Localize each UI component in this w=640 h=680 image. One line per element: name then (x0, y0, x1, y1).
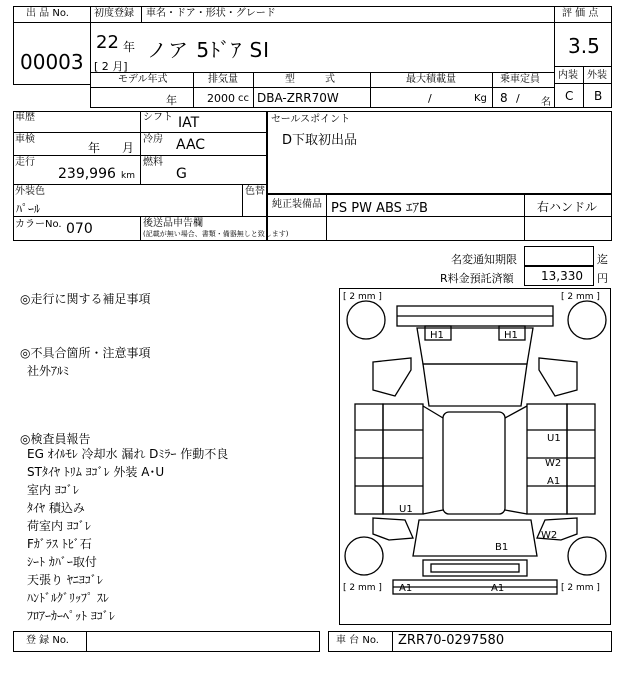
max-load-unit: Kg (474, 93, 487, 104)
max-load-slash: / (428, 92, 432, 105)
model-year-unit: 年 (166, 94, 177, 107)
type-label: 型 式 (285, 74, 335, 85)
inspector-report-heading: ◎検査員報告 (20, 432, 91, 446)
sales-point-value: D下取初出品 (282, 133, 358, 148)
capacity-label: 乗車定員 (500, 74, 540, 85)
exterior-grade: B (594, 89, 603, 103)
fuel-value: G (176, 166, 187, 182)
recycle-fee-label: R料金預託済額 (440, 272, 514, 285)
exterior-color-label: 外装色 (15, 186, 45, 197)
vehicle-damage-diagram (339, 288, 611, 625)
color-number-value: 070 (66, 221, 93, 237)
ac-value: AAC (176, 137, 206, 153)
car-name-label: 車名・ドア・形状・グレード (146, 8, 276, 19)
max-load-label: 最大積載量 (406, 74, 456, 85)
capacity-unit: 名 (541, 97, 551, 108)
registration-month: [ 2 月] (94, 60, 128, 73)
driving-notes-heading: ◎走行に関する補足事項 (20, 292, 151, 306)
inspector-line: 荷室内 ﾖｺﾞﾚ (27, 519, 91, 533)
displacement-unit: cc (238, 93, 249, 104)
inspector-line: STﾀｲﾔ ﾄﾘﾑ ﾖｺﾞﾚ 外装 A･U (27, 465, 165, 479)
capacity-value: 8 (500, 91, 508, 105)
tire-tread-rear-left: [ 2 mm ] (343, 583, 382, 593)
mark-h1-right: H1 (504, 330, 518, 341)
recycle-fee-value: 13,330 (541, 269, 583, 283)
inspector-line: ﾊﾝﾄﾞﾙｸﾞﾘｯﾌﾟ ｽﾚ (27, 591, 109, 605)
repaint-label: 色替 (245, 186, 265, 197)
registration-year-unit: 年 (123, 40, 136, 54)
mileage-unit: km (121, 171, 135, 181)
inspector-line: 天張り ﾔﾆﾖｺﾞﾚ (27, 573, 103, 587)
first-registration-label: 初度登録 (94, 8, 134, 19)
documents-label: 後送品申告欄 (143, 218, 203, 229)
mark-b1: B1 (495, 542, 509, 553)
mileage-value: 239,996 (58, 166, 116, 182)
deadline-unit: 迄 (597, 253, 608, 266)
mark-w2-right: W2 (545, 458, 562, 469)
registration-number-label: 登 録 No. (26, 635, 69, 646)
deadline-label: 名変通知期限 (451, 253, 517, 266)
mark-a1-bottom-left: A1 (399, 583, 413, 594)
mark-h1-left: H1 (430, 330, 444, 341)
defect-line: 社外ｱﾙﾐ (27, 364, 70, 378)
displacement-value: 2000 (207, 92, 235, 105)
lot-number: 00003 (20, 50, 84, 74)
inspection-month-unit: 月 (122, 141, 135, 155)
inspector-line: ｼｰﾄ ｶﾊﾞｰ取付 (27, 555, 97, 569)
lot-number-label: 出 品 No. (26, 8, 69, 19)
interior-label: 内装 (558, 70, 578, 81)
inspector-line: 室内 ﾖｺﾞﾚ (27, 483, 79, 497)
deadline-field (524, 246, 594, 266)
inspection-label: 車検 (15, 134, 35, 145)
chassis-number-label: 車 台 No. (336, 635, 379, 646)
equipment-label: 純正装備品 (272, 199, 322, 210)
mileage-label: 走行 (15, 157, 35, 168)
mark-a1-right: A1 (547, 476, 561, 487)
chassis-number-value: ZRR70-0297580 (398, 633, 505, 648)
mark-w2-lower: W2 (541, 530, 558, 541)
ac-label: 冷房 (143, 134, 163, 145)
history-label: 車歴 (15, 112, 35, 123)
interior-grade: C (565, 89, 574, 103)
recycle-fee-unit: 円 (597, 272, 608, 285)
model-year-label: モデル年式 (118, 74, 168, 85)
inspection-year-unit: 年 (88, 141, 101, 155)
inspector-line: EG ｵｲﾙﾓﾚ 冷却水 漏れ Dﾐﾗｰ 作動不良 (27, 447, 229, 461)
exterior-label: 外装 (587, 70, 607, 81)
tire-tread-rear-right: [ 2 mm ] (561, 583, 600, 593)
score-value: 3.5 (568, 34, 600, 58)
tire-tread-front-left: [ 2 mm ] (343, 292, 382, 302)
documents-blank (267, 217, 612, 241)
model-type: DBA-ZRR70W (257, 91, 339, 105)
mark-u1-right: U1 (547, 433, 561, 444)
inspector-line: ﾀｲﾔ 積込み (27, 501, 85, 515)
shift-value: IAT (178, 115, 200, 131)
documents-note: (記載が無い場合、書類・備器無しと致します) (143, 230, 289, 238)
car-name: ノア 5ﾄﾞｱ SI (147, 38, 271, 62)
tire-tread-front-right: [ 2 mm ] (561, 292, 600, 302)
shift-label: シフト (143, 112, 173, 123)
capacity-slash: / (516, 92, 520, 105)
inspector-line: ﾌﾛｱｰｶｰﾍﾟｯﾄ ﾖｺﾞﾚ (27, 609, 115, 623)
color-number-label: カラーNo. (15, 219, 62, 230)
exterior-color-value: ﾊﾟｰﾙ (16, 202, 41, 216)
equipment-value: PS PW ABS ｴｱB (331, 201, 428, 216)
mark-u1-left: U1 (399, 504, 413, 515)
sales-point-label: セールスポイント (271, 114, 351, 125)
score-label: 評 価 点 (562, 8, 599, 19)
steering-value: 右ハンドル (537, 200, 598, 214)
fuel-label: 燃料 (143, 157, 163, 168)
displacement-label: 排気量 (208, 74, 238, 85)
inspector-line: Fｶﾞﾗｽ ﾄﾋﾞ石 (27, 537, 92, 551)
registration-year: 22 (96, 32, 119, 53)
defect-notes-heading: ◎不具合箇所・注意事項 (20, 346, 151, 360)
mark-a1-bottom-center: A1 (491, 583, 505, 594)
